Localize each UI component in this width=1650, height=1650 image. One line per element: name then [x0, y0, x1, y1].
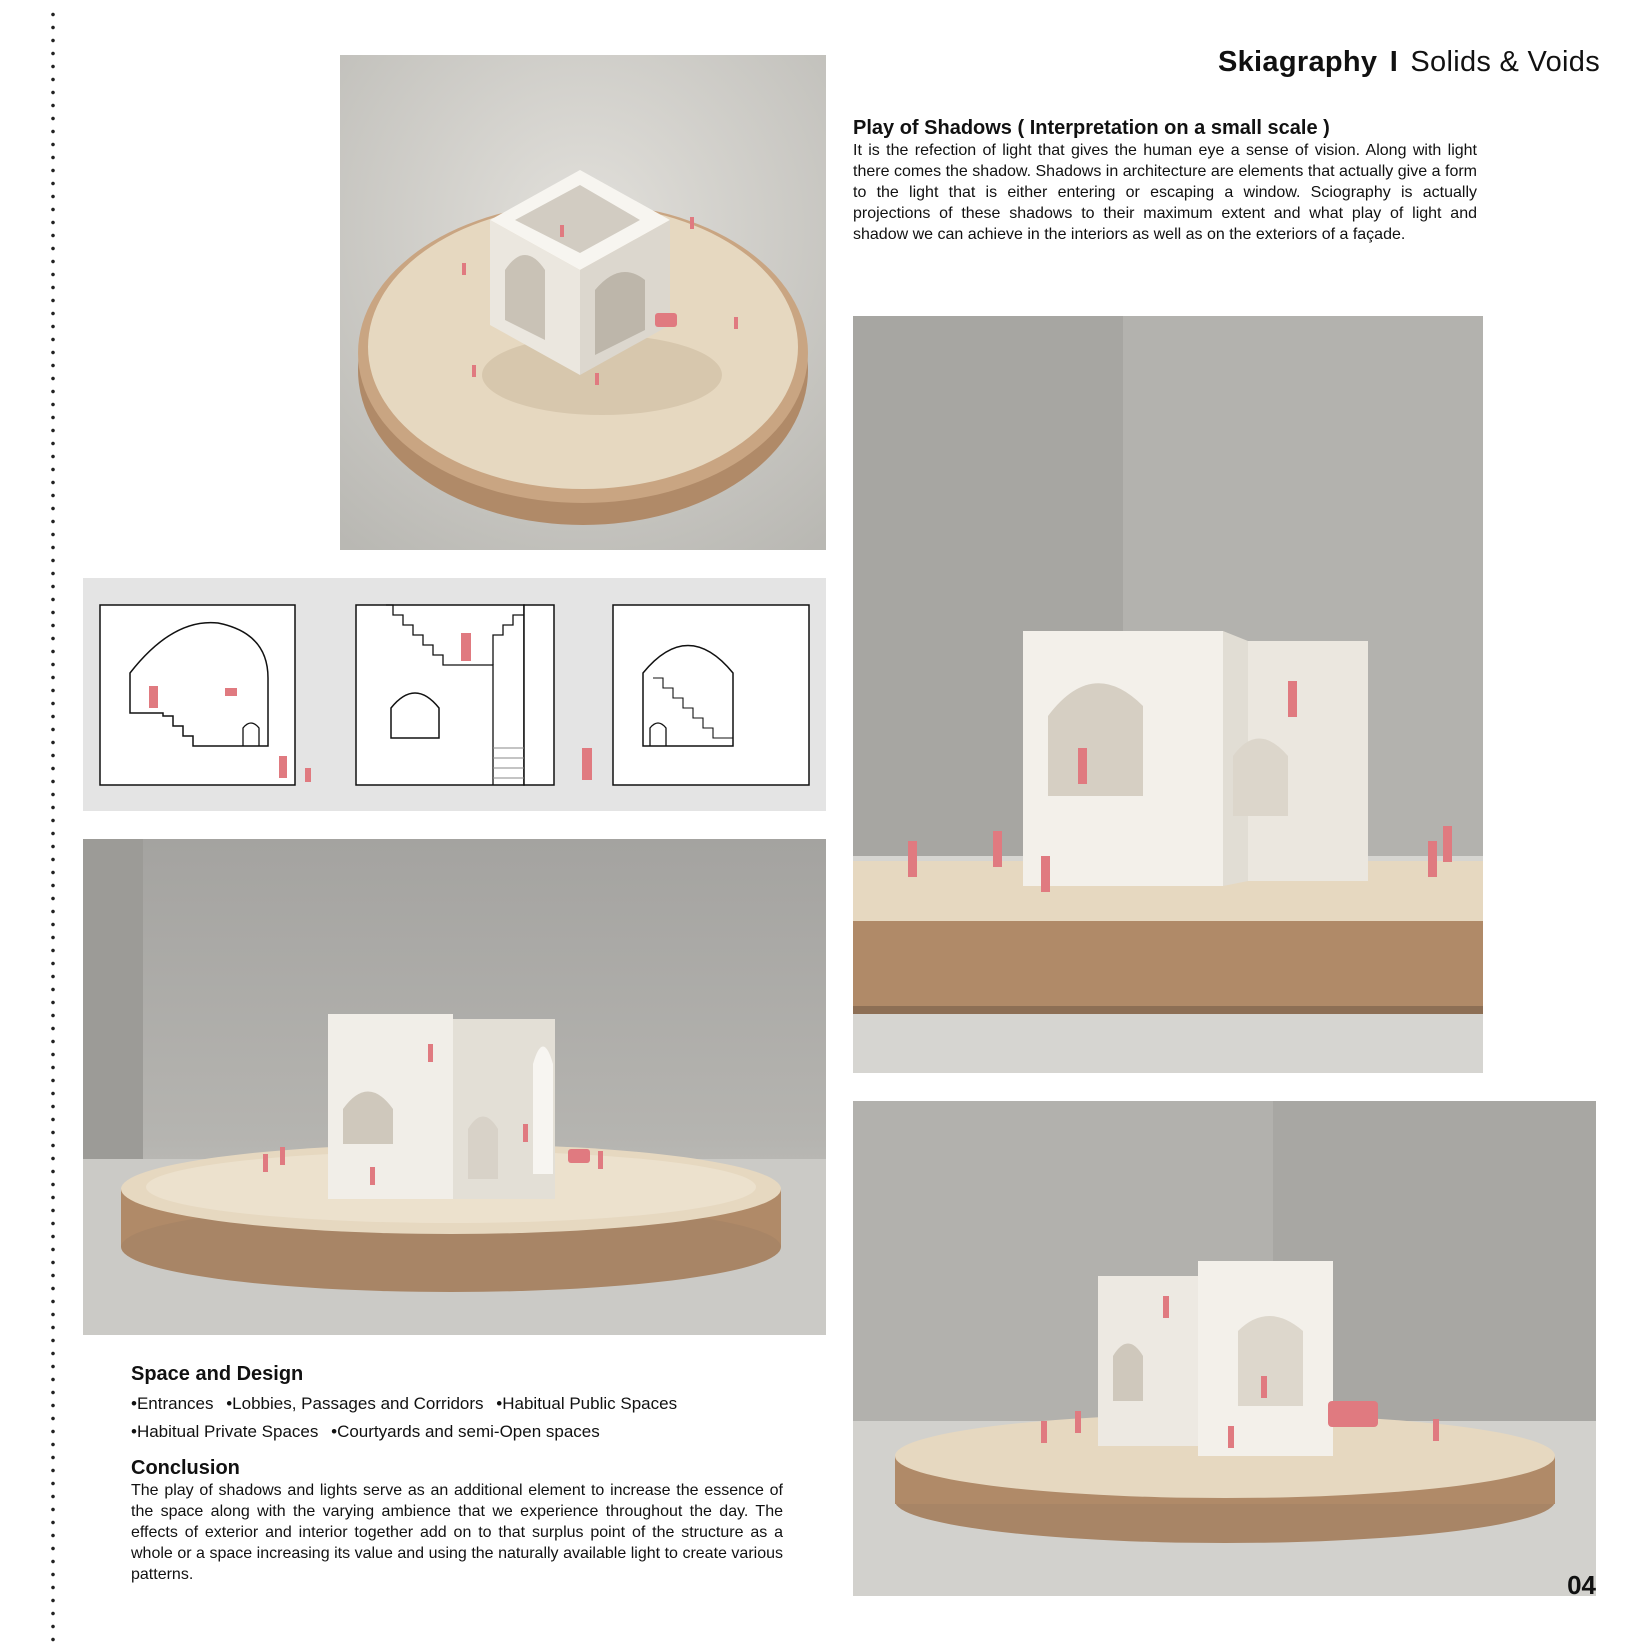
render-front-view — [83, 839, 826, 1335]
page-title — [1218, 46, 1600, 79]
space-design-list — [131, 1390, 783, 1446]
list-item: •Lobbies, Passages and Corridors — [226, 1394, 484, 1413]
title-light: Solids & Voids — [1410, 46, 1600, 78]
conclusion-body: The play of shadows and lights serve as an additional element to increase the essence of the space along with the varying ambience that we experience throughout the day. The effects of exterior and interior together add on to that surplus point of the structure as a whole or a space increasing its value and using the naturally available light to create various patterns. — [131, 1482, 783, 1583]
render-corner-view — [853, 316, 1483, 1073]
list-item: •Entrances — [131, 1394, 214, 1413]
section-diagrams — [83, 578, 826, 811]
space-design-row-2 — [131, 1418, 783, 1446]
dotted-margin-line — [50, 8, 56, 1648]
page-number: 04 — [1567, 1570, 1596, 1600]
intro-section — [853, 116, 1477, 245]
title-bold: Skiagraphy — [1217, 46, 1378, 78]
render-side-view — [853, 1101, 1596, 1596]
list-item: •Courtyards and semi-Open spaces — [331, 1422, 600, 1441]
render-aerial-view — [340, 55, 826, 550]
bottom-text-section — [131, 1362, 783, 1585]
space-design-row-1 — [131, 1390, 783, 1418]
conclusion-heading: Conclusion — [131, 1457, 240, 1479]
intro-heading: Play of Shadows ( Interpretation on a small scale ) — [853, 117, 1330, 139]
space-design-heading: Space and Design — [131, 1363, 304, 1385]
list-item: •Habitual Private Spaces — [131, 1422, 319, 1441]
intro-body: It is the refection of light that gives the human eye a sense of vision. Along with light there comes the shadow. Shadows in architecture are elements that actually give a form to the light that is either entering or escaping a window. Sciography is actually projections of these shadows to their maximum extent and what play of light and shadow we can achieve in the interiors as well as on the exteriors of a façade. — [853, 142, 1477, 243]
list-item: •Habitual Public Spaces — [496, 1394, 678, 1413]
title-separator: I — [1389, 46, 1399, 78]
conclusion-section — [131, 1456, 783, 1585]
